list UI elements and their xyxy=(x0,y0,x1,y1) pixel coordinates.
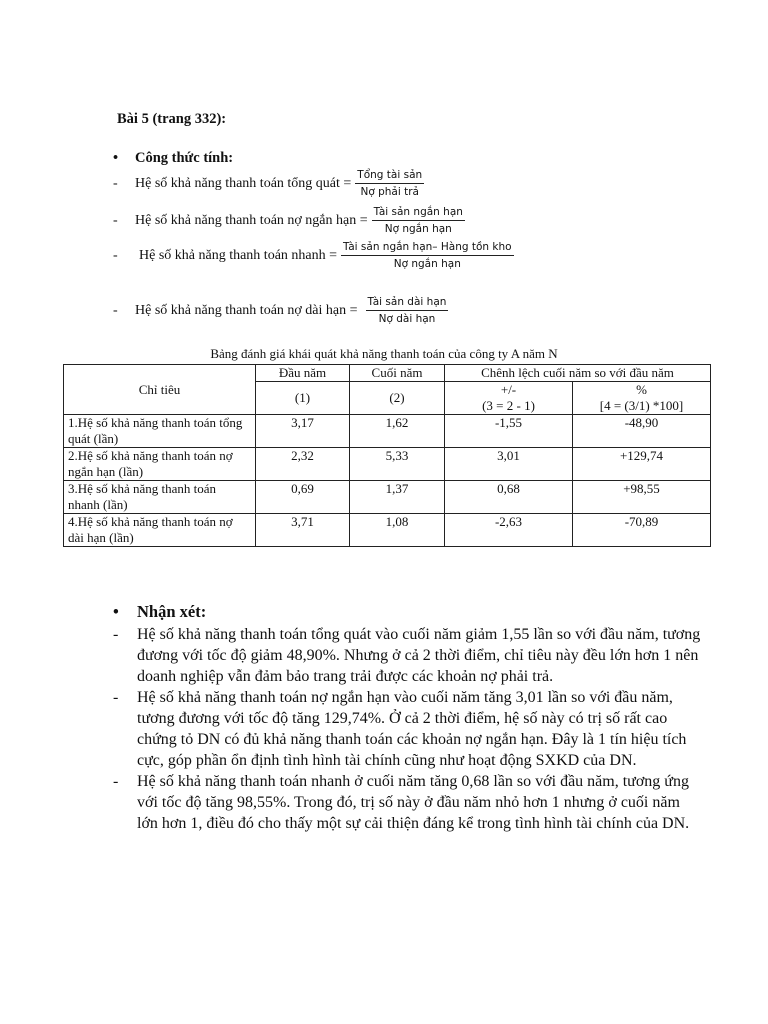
formula-quick xyxy=(113,240,514,271)
header-start: Đầu năm xyxy=(256,365,350,382)
formula-label: Hệ số khả năng thanh toán tổng quát = xyxy=(135,175,352,191)
table-row xyxy=(64,415,711,448)
dash-icon: - xyxy=(113,689,119,706)
bullet-icon: • xyxy=(113,602,119,621)
header-end: Cuối năm xyxy=(350,365,445,382)
row-end: 1,08 xyxy=(350,514,445,547)
row-pct: +98,55 xyxy=(573,481,711,514)
row-pct: -48,90 xyxy=(573,415,711,448)
header-col1: (1) xyxy=(256,382,350,415)
row-abs: 3,01 xyxy=(445,448,573,481)
liquidity-table xyxy=(63,364,711,547)
formula-numerator: Tài sản ngắn hạn xyxy=(372,205,465,221)
header-pct-formula: [4 = (3/1) *100] xyxy=(599,398,684,413)
table-row xyxy=(64,514,711,547)
remark-text: Hệ số khả năng thanh toán tổng quát vào cuối năm giảm 1,55 lần so với đầu năm, tương đương với tốc độ giảm 48,90%. Nhưng ở cả 2 thời điểm, chỉ tiêu này đều lớn hơn 1 nên doanh nghiệp vẫn đảm bảo trang trải được các khoản nợ phải trả. xyxy=(137,626,701,685)
dash-icon: - xyxy=(113,302,118,318)
formula-label: Hệ số khả năng thanh toán nợ ngắn hạn = xyxy=(135,212,368,228)
header-pct xyxy=(573,382,711,415)
formula-numerator: Tổng tài sản xyxy=(355,168,424,184)
formula-general xyxy=(113,168,424,199)
row-abs: -1,55 xyxy=(445,415,573,448)
dash-icon: - xyxy=(113,212,118,228)
page-title: Bài 5 (trang 332): xyxy=(117,111,227,127)
remarks-list xyxy=(113,624,703,834)
row-name: 4.Hệ số khả năng thanh toán nợ dài hạn (lần) xyxy=(64,514,256,547)
remark-text: Hệ số khả năng thanh toán nhanh ở cuối năm tăng 0,68 lần so với đầu năm, tương ứng với tốc độ tăng 98,55%. Trong đó, trị số này ở đầu năm nhỏ hơn 1 nhưng ở cuối năm lớn hơn 1, điều đó cho thấy một sự cải thiện đáng kể trong tình hình tài chính của DN. xyxy=(137,773,690,832)
dash-icon: - xyxy=(113,175,118,191)
row-end: 1,37 xyxy=(350,481,445,514)
formula-denominator: Nợ dài hạn xyxy=(378,313,436,325)
formula-heading: • Công thức tính: xyxy=(113,150,234,166)
remarks-heading: • Nhận xét: xyxy=(113,602,207,621)
header-diff: Chênh lệch cuối năm so với đầu năm xyxy=(445,365,711,382)
row-start: 2,32 xyxy=(256,448,350,481)
header-abs xyxy=(445,382,573,415)
dash-icon: - xyxy=(113,773,119,790)
formula-denominator: Nợ ngắn hạn xyxy=(393,258,461,270)
remark-item xyxy=(113,771,703,834)
header-abs-label: +/- xyxy=(500,382,517,397)
formula-fraction xyxy=(341,240,514,271)
formula-fraction xyxy=(372,205,465,236)
table-row xyxy=(64,481,711,514)
formula-numerator: Tài sản dài hạn xyxy=(366,295,449,311)
header-col2: (2) xyxy=(350,382,445,415)
row-start: 3,17 xyxy=(256,415,350,448)
remark-item xyxy=(113,687,703,771)
row-abs: 0,68 xyxy=(445,481,573,514)
formula-long-term xyxy=(113,295,448,326)
remark-text: Hệ số khả năng thanh toán nợ ngắn hạn vào cuối năm tăng 3,01 lần so với đầu năm, tương đương với tốc độ tăng 129,74%. Ở cả 2 thời điểm, hệ số này có trị số rất cao chứng tỏ DN có đủ khả năng thanh toán các khoản nợ ngắn hạn. Đây là 1 tín hiệu tích cực, góp phần ổn định tình hình tài chính cũng như hoạt động SXKD của DN. xyxy=(137,689,687,769)
formula-label: Hệ số khả năng thanh toán nợ dài hạn = xyxy=(135,302,358,318)
dash-icon: - xyxy=(113,247,118,263)
row-pct: +129,74 xyxy=(573,448,711,481)
formula-short-term xyxy=(113,205,465,236)
row-end: 5,33 xyxy=(350,448,445,481)
dash-icon: - xyxy=(113,626,119,643)
row-start: 3,71 xyxy=(256,514,350,547)
row-abs: -2,63 xyxy=(445,514,573,547)
formula-denominator: Nợ ngắn hạn xyxy=(384,223,452,235)
table-row xyxy=(64,448,711,481)
row-start: 0,69 xyxy=(256,481,350,514)
header-indicator: Chỉ tiêu xyxy=(64,365,256,415)
bullet-icon: • xyxy=(113,150,119,166)
formula-denominator: Nợ phải trả xyxy=(360,186,419,198)
row-name: 2.Hệ số khả năng thanh toán nợ ngắn hạn (lần) xyxy=(64,448,256,481)
header-pct-label: % xyxy=(636,382,647,397)
formula-numerator: Tài sản ngắn hạn– Hàng tồn kho xyxy=(341,240,514,256)
table-header-row xyxy=(64,365,711,382)
row-end: 1,62 xyxy=(350,415,445,448)
remark-item xyxy=(113,624,703,687)
row-pct: -70,89 xyxy=(573,514,711,547)
formula-label: Hệ số khả năng thanh toán nhanh = xyxy=(139,247,338,263)
header-abs-formula: (3 = 2 - 1) xyxy=(482,398,535,413)
formula-fraction xyxy=(366,295,449,326)
table-caption: Bảng đánh giá khái quát khả năng thanh toán của công ty A năm N xyxy=(210,346,558,361)
row-name: 3.Hệ số khả năng thanh toán nhanh (lần) xyxy=(64,481,256,514)
formula-fraction xyxy=(355,168,424,199)
row-name: 1.Hệ số khả năng thanh toán tổng quát (lần) xyxy=(64,415,256,448)
